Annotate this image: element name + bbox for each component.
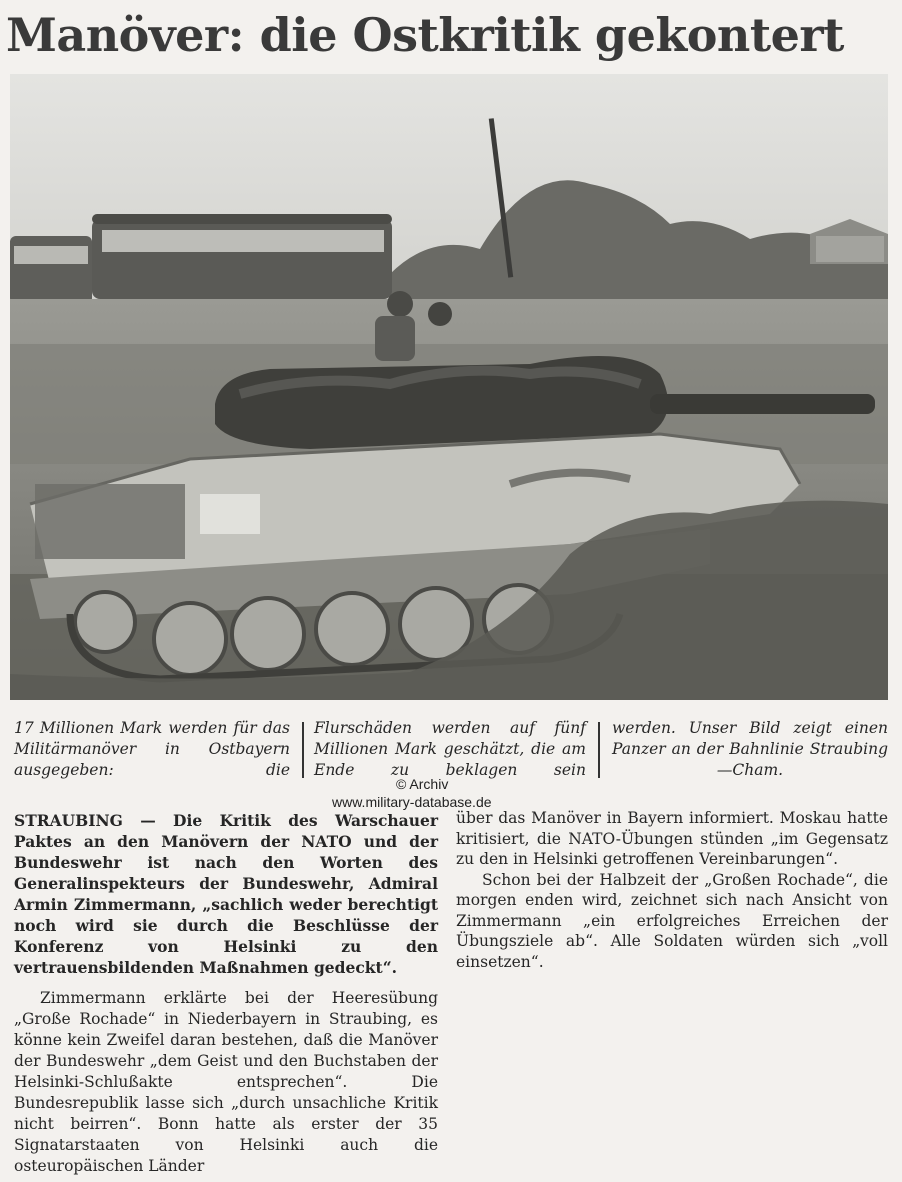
site-watermark: www.military-database.de (332, 794, 492, 810)
photo-caption-col2: Flurschäden werden auf fünf Millionen Mark geschätzt, die am Ende zu beklagen sein (314, 719, 586, 779)
article-body-left: Zimmermann erklärte bei der Heeresübung „Große Rochade“ in Niederbayern in Straubing, es könne kein Zweifel daran bestehen, daß die Manöver der Bundeswehr „dem Geist und den Buchstaben der Helsinki-Schlußakte entsprechen“. Die Bundesrepublik lasse sich „durch unsachliche Kritik nicht beirren“. Bonn hatte als erster der 35 Signatarstaaten von Helsinki auch die osteuropäischen Länder (14, 989, 438, 1175)
copyright-watermark: © Archiv (396, 776, 449, 792)
article-column-left (14, 810, 438, 1177)
caption-divider (598, 722, 600, 778)
caption-divider (302, 722, 304, 778)
article-body-right-paragraph: Schon bei der Halbzeit der „Großen Rochade“, die morgen enden wird, zeichnet sich nach Ansicht von Zimmermann „ein erfolgreiches Erreichen der Übungsziele ab“. Alle Soldaten würden sich „voll einsetzen“. (456, 870, 888, 971)
photo-caption-col1: 17 Millionen Mark werden für das Militärmanöver in Ostbayern ausgegeben: die (14, 719, 290, 779)
tank-photo (10, 74, 888, 700)
headline: Manöver: die Ostkritik gekontert (6, 8, 844, 62)
photo-caption-col3: werden. Unser Bild zeigt einen Panzer an der Bahnlinie Straubing—Cham. (612, 719, 888, 779)
article-column-right (456, 808, 888, 972)
article-lead: STRAUBING — Die Kritik des Warschauer Paktes an den Manövern der NATO und der Bundeswehr ist nach den Worten des Generalinspekteurs der Bundeswehr, Admiral Armin Zimmermann, „sachlich weder berechtigt noch wird sie durch die Beschlüsse der Konferenz von Helsinki zu den vertrauensbildenden Maßnahmen gedeckt“. (14, 811, 438, 977)
article-body-right-paragraph: über das Manöver in Bayern informiert. Moskau hatte kritisiert, die NATO-Übungen stünden „im Gegensatz zu den in Helsinki getroffenen Vereinbarungen“. (456, 809, 888, 868)
